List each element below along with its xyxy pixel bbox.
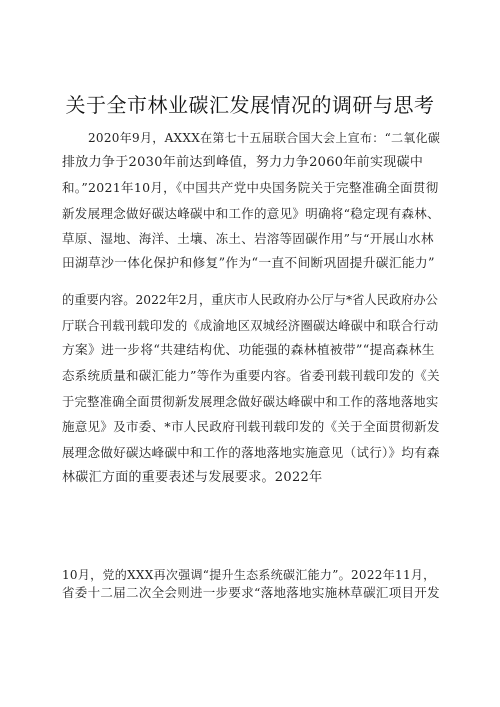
paragraph-line: 和。”2021年10月，《中国共产党中央国务院关于完整准确全面贯彻 <box>62 180 439 195</box>
paragraph-line: 田湖草沙一体化保护和修复”作为“一直不间断巩固提升碳汇能力” <box>62 256 435 271</box>
paragraph-line: 的重要内容。2022年2月，重庆市人民政府办公厅与*省人民政府办公 <box>62 293 438 307</box>
document-title: 关于全市林业碳汇发展情况的调研与思考 <box>65 93 435 117</box>
paragraph-line: 10月，党的XXX再次强调“提升生态系统碳汇能力”。2022年11月， <box>62 568 436 582</box>
paragraph-line: 展理念做好碳达峰碳中和工作的落地落地实施意见（试行）》均有森 <box>62 445 440 460</box>
paragraph-line: 省委十二届二次全会则进一步要求“落地落地实施林草碳汇项目开发 <box>62 585 440 600</box>
paragraph-line: 排放力争于2030年前达到峰值，努力力争2060年前实现碳中 <box>62 155 424 170</box>
paragraph-line: 厅联合刊载刊载印发的《成渝地区双城经济圈碳达峰碳中和联合行动 <box>62 319 439 333</box>
paragraph-line: 态系统质量和碳汇能力”等作为重要内容。省委刊载刊载印发的《关 <box>62 368 440 383</box>
paragraph-line: 施意见》及市委、*市人民政府刊载刊载印发的《关于全面贯彻新发 <box>62 419 440 434</box>
paragraph-line: 草原、湿地、海洋、土壤、冻土、岩溶等固碳作用”与“开展山水林 <box>62 231 434 246</box>
paragraph-line: 2020年9月，AXXX在第七十五届联合国大会上宣布：“二氧化碳 <box>88 131 441 145</box>
paragraph-line: 新发展理念做好碳达峰碳中和工作的意见》明确将“稳定现有森林、 <box>62 206 440 221</box>
paragraph-line: 林碳汇方面的重要表述与发展要求。2022年 <box>62 470 323 485</box>
paragraph-line: 于完整准确全面贯彻新发展理念做好碳达峰碳中和工作的落地落地实 <box>62 395 439 409</box>
paragraph-line: 方案》进一步将“共建结构优、功能强的森林植被带”“提高森林生 <box>62 343 435 358</box>
